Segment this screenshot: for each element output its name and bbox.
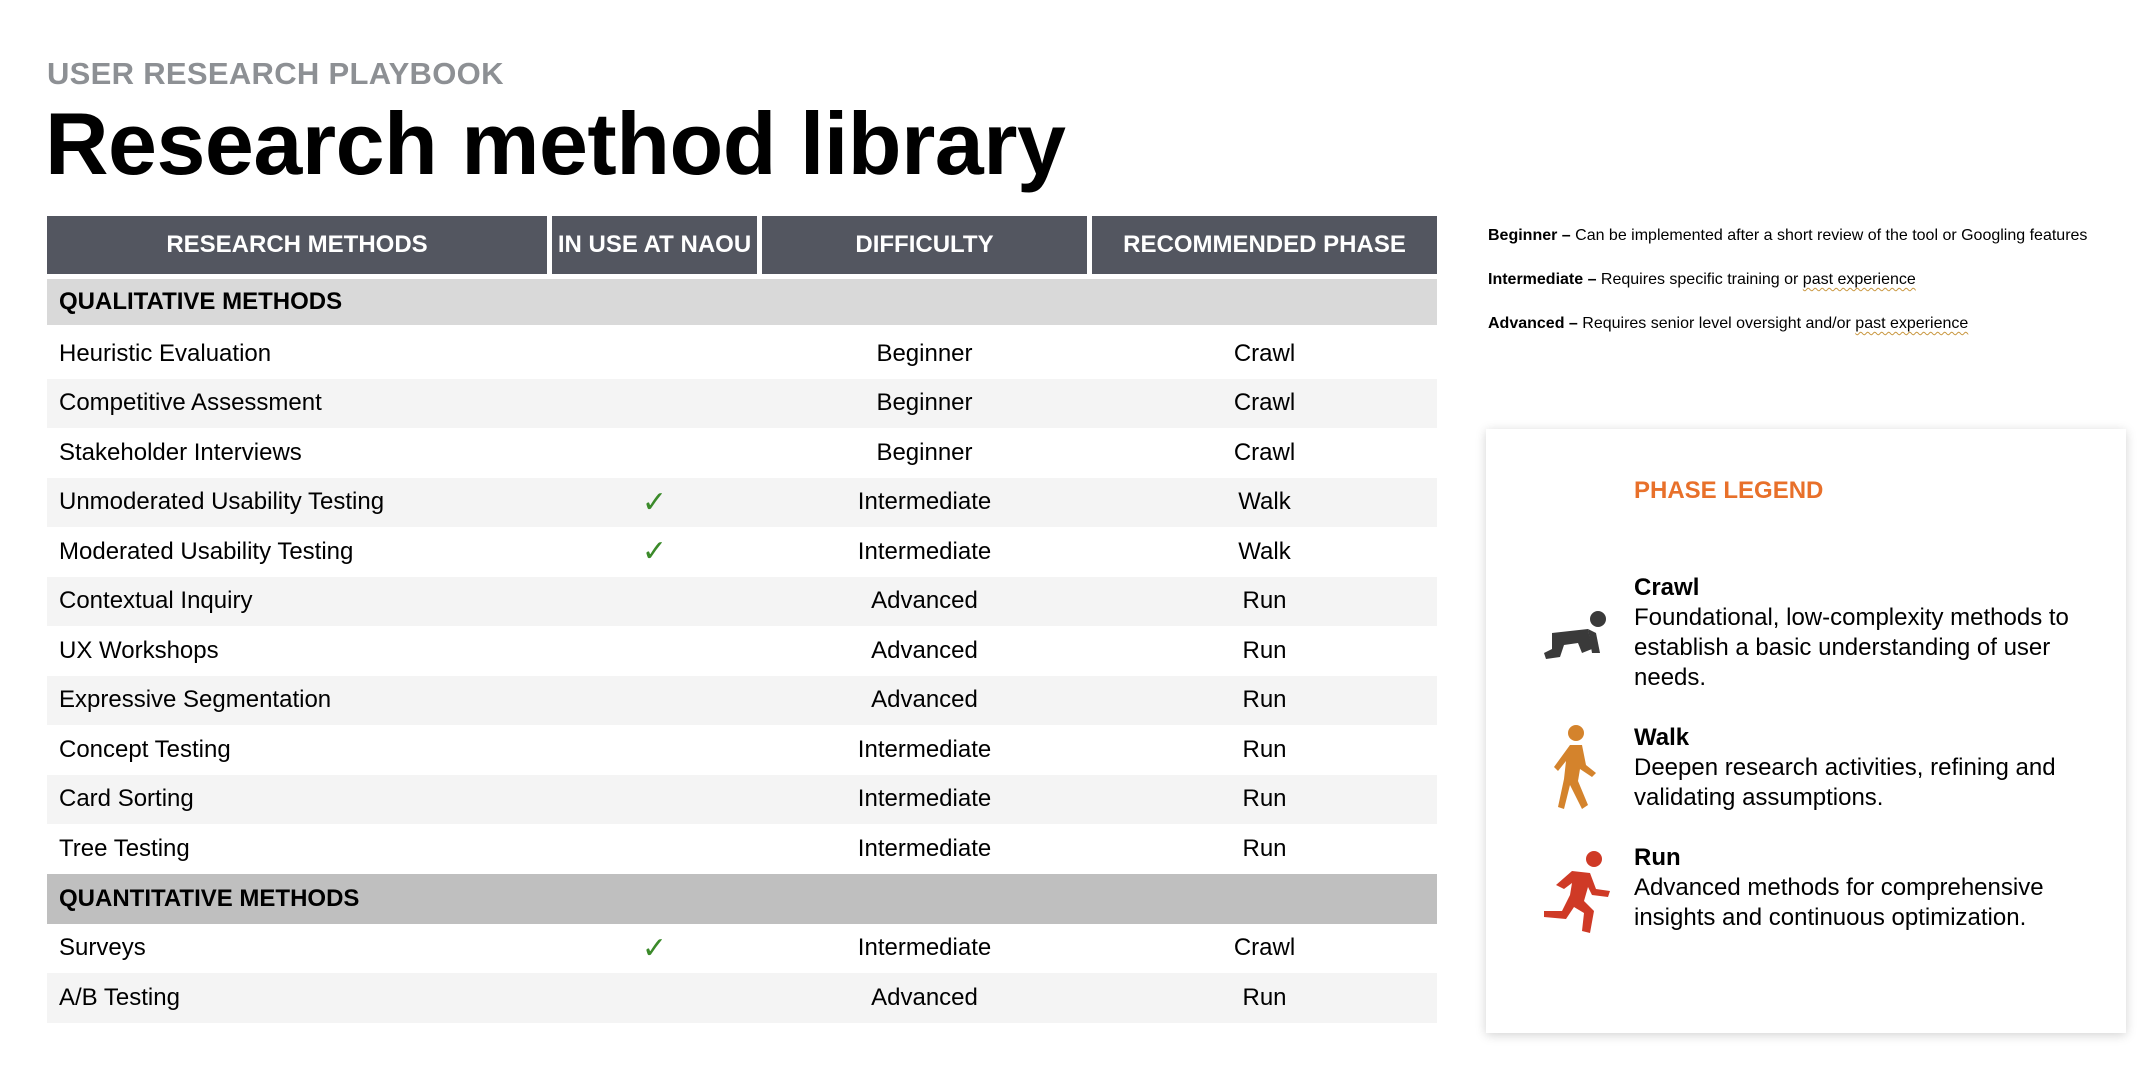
col-header-difficulty: DIFFICULTY: [762, 216, 1087, 274]
method-cell: A/B Testing: [59, 983, 180, 1011]
table-row: [47, 775, 1437, 825]
table-header: [47, 216, 1437, 274]
phase-cell: Walk: [1238, 488, 1291, 516]
col-header-recommended-phase: RECOMMENDED PHASE: [1092, 216, 1437, 274]
table-row: [47, 379, 1437, 429]
difficulty-cell: Intermediate: [857, 735, 992, 763]
note-text: Requires specific training or: [1596, 271, 1803, 288]
in-use-check-icon: [552, 329, 757, 379]
note-term: Beginner –: [1488, 227, 1571, 244]
crawling-person-icon: [1530, 593, 1620, 683]
col-header-research-methods: RESEARCH METHODS: [47, 216, 547, 274]
difficulty-cell: Advanced: [871, 686, 978, 714]
table-row: [47, 428, 1437, 478]
in-use-check-icon: [552, 428, 757, 478]
phase-cell: Walk: [1238, 537, 1291, 565]
method-cell: Stakeholder Interviews: [59, 438, 302, 466]
spellcheck-flagged-text: past experience: [1855, 315, 1969, 332]
difficulty-cell: Intermediate: [857, 537, 992, 565]
walking-person-icon: [1530, 723, 1620, 813]
table-row: [47, 527, 1437, 577]
phase-cell: Run: [1242, 983, 1287, 1011]
note-term: Advanced –: [1488, 315, 1578, 332]
table-row: [47, 626, 1437, 676]
legend-text: [1634, 573, 2084, 693]
method-cell: Heuristic Evaluation: [59, 339, 272, 367]
difficulty-cell: Intermediate: [857, 785, 992, 813]
legend-desc-run: Advanced methods for comprehensive insights and continuous optimization.: [1634, 874, 2044, 931]
legend-desc-crawl: Foundational, low-complexity methods to establish a basic understanding of user needs.: [1634, 604, 2069, 691]
in-use-check-icon: [552, 626, 757, 676]
method-cell: Unmoderated Usability Testing: [59, 488, 385, 516]
method-cell: Concept Testing: [59, 735, 231, 763]
note-beginner: [1488, 226, 2088, 246]
phase-cell: Run: [1242, 785, 1287, 813]
in-use-check-icon: [552, 973, 757, 1023]
difficulty-cell: Intermediate: [857, 488, 992, 516]
note-term: Intermediate –: [1488, 271, 1597, 288]
in-use-check-icon: ✓: [641, 535, 668, 569]
section-header: QUANTITATIVE METHODS: [47, 874, 1437, 924]
table-row: [47, 924, 1437, 974]
spellcheck-flagged-text: past experience: [1802, 271, 1916, 288]
method-cell: UX Workshops: [59, 636, 219, 664]
in-use-check-icon: [552, 676, 757, 726]
legend-name-walk: Walk: [1634, 724, 1690, 751]
phase-cell: Run: [1242, 587, 1287, 615]
in-use-check-icon: [552, 775, 757, 825]
phase-cell: Crawl: [1233, 934, 1296, 962]
legend-text: [1634, 723, 2084, 813]
method-cell: Expressive Segmentation: [59, 686, 332, 714]
difficulty-notes: [1488, 226, 2088, 358]
method-cell: Moderated Usability Testing: [59, 537, 354, 565]
table-row: [47, 478, 1437, 528]
note-text: Requires senior level oversight and/or: [1577, 315, 1856, 332]
difficulty-cell: Beginner: [876, 438, 973, 466]
difficulty-cell: Advanced: [871, 636, 978, 664]
note-text: Can be implemented after a short review of the tool or Googling features: [1570, 227, 2088, 244]
legend-text: [1634, 843, 2084, 933]
legend-name-run: Run: [1634, 844, 1681, 871]
phase-legend-title: PHASE LEGEND: [1634, 477, 1824, 504]
col-header-in-use: IN USE AT NAOU: [552, 216, 757, 274]
legend-name-crawl: Crawl: [1634, 574, 1700, 601]
difficulty-cell: Intermediate: [857, 834, 992, 862]
difficulty-cell: Intermediate: [857, 934, 992, 962]
in-use-check-icon: [552, 824, 757, 874]
method-cell: Contextual Inquiry: [59, 587, 253, 615]
phase-cell: Run: [1242, 686, 1287, 714]
phase-cell: Run: [1242, 636, 1287, 664]
playbook-eyebrow: USER RESEARCH PLAYBOOK: [47, 56, 504, 91]
phase-cell: Run: [1242, 834, 1287, 862]
in-use-check-icon: [552, 379, 757, 429]
in-use-check-icon: [552, 577, 757, 627]
difficulty-cell: Advanced: [871, 587, 978, 615]
method-cell: Card Sorting: [59, 785, 194, 813]
method-cell: Competitive Assessment: [59, 389, 322, 417]
method-cell: Tree Testing: [59, 834, 190, 862]
difficulty-cell: Advanced: [871, 983, 978, 1011]
legend-desc-walk: Deepen research activities, refining and validating assumptions.: [1634, 754, 2056, 811]
table-row: [47, 676, 1437, 726]
table-row: [47, 824, 1437, 874]
note-advanced: [1488, 314, 2088, 334]
in-use-check-icon: [552, 725, 757, 775]
method-cell: Surveys: [59, 934, 146, 962]
difficulty-cell: Beginner: [876, 339, 973, 367]
phase-cell: Crawl: [1233, 438, 1296, 466]
phase-cell: Crawl: [1233, 389, 1296, 417]
table-row: [47, 577, 1437, 627]
in-use-check-icon: ✓: [641, 485, 668, 519]
page-title: Research method library: [45, 94, 1066, 193]
phase-cell: Crawl: [1233, 339, 1296, 367]
phase-legend-card: [1486, 429, 2126, 1033]
phase-cell: Run: [1242, 735, 1287, 763]
table-row: [47, 725, 1437, 775]
difficulty-cell: Beginner: [876, 389, 973, 417]
running-person-icon: [1530, 849, 1620, 939]
section-header: QUALITATIVE METHODS: [47, 279, 1437, 325]
table-row: [47, 329, 1437, 379]
note-intermediate: [1488, 270, 2088, 290]
method-table: [47, 216, 1437, 1023]
table-row: [47, 973, 1437, 1023]
table-body: [47, 279, 1437, 1023]
in-use-check-icon: ✓: [641, 931, 668, 965]
